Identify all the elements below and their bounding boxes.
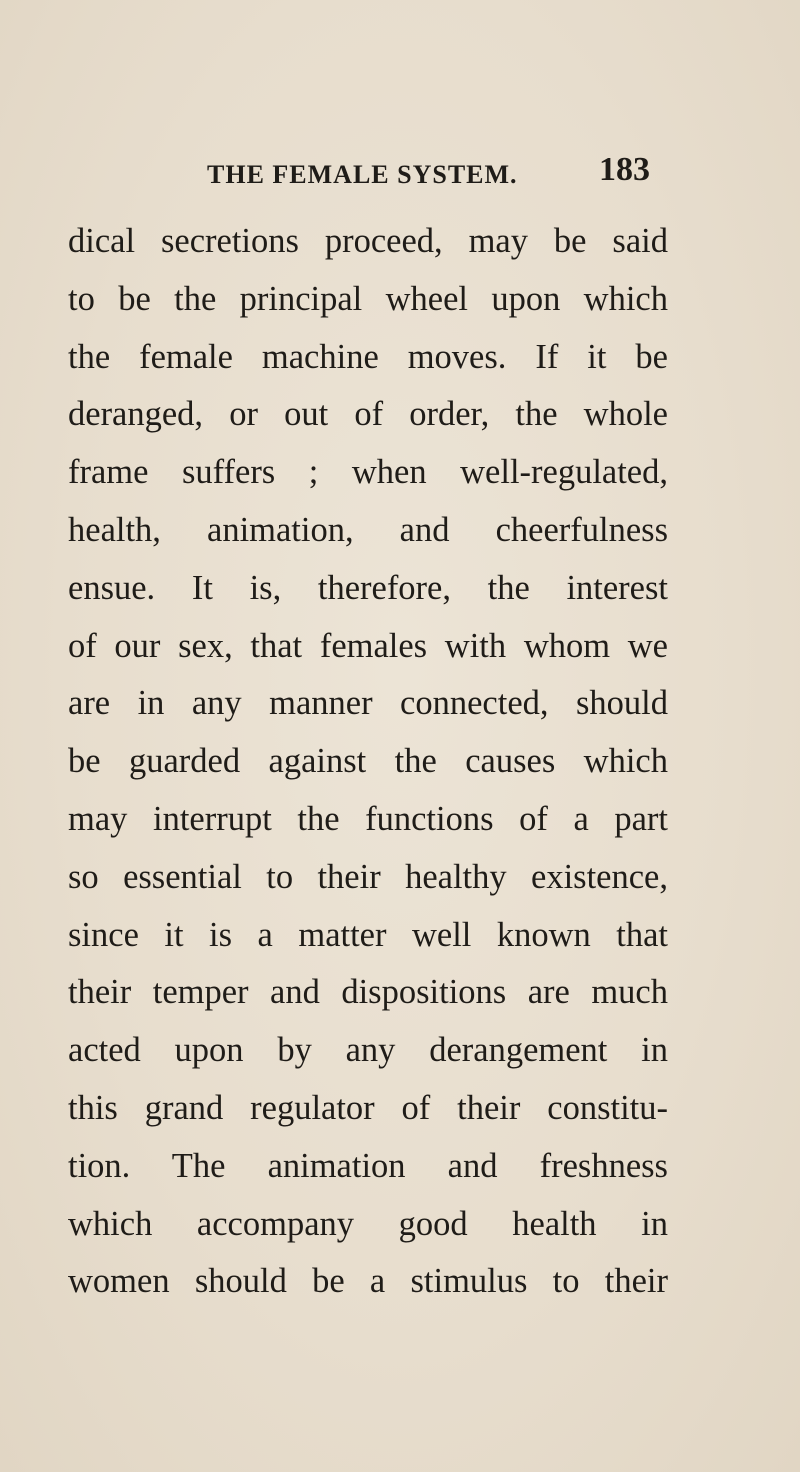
text-line: since it is a matter well known that xyxy=(68,915,668,954)
text-line: the female machine moves. If it be xyxy=(68,337,668,376)
body-text xyxy=(68,213,668,1311)
page-header xyxy=(0,146,800,196)
text-line: of our sex, that females with whom we xyxy=(68,626,668,665)
text-line: be guarded against the causes which xyxy=(68,742,668,781)
text-line: tion. The animation and freshness xyxy=(68,1146,668,1185)
text-line: ensue. It is, therefore, the interest xyxy=(68,568,668,607)
page-number: 183 xyxy=(599,151,650,188)
running-head: THE FEMALE SYSTEM. xyxy=(207,160,518,189)
text-line: to be the principal wheel upon which xyxy=(68,279,668,318)
text-line: so essential to their healthy existence, xyxy=(68,857,668,896)
text-line: deranged, or out of order, the whole xyxy=(68,395,668,434)
text-line: this grand regulator of their constitu- xyxy=(68,1088,668,1127)
text-line: their temper and dispositions are much xyxy=(68,973,668,1012)
text-line: are in any manner connected, should xyxy=(68,684,668,723)
text-line: frame suffers ; when well-regulated, xyxy=(68,453,668,492)
text-line: may interrupt the functions of a part xyxy=(68,799,668,838)
text-line: which accompany good health in xyxy=(68,1204,668,1243)
text-line: women should be a stimulus to their xyxy=(68,1262,668,1301)
text-line: health, animation, and cheerfulness xyxy=(68,510,668,549)
text-line: dical secretions proceed, may be said xyxy=(68,222,668,260)
text-line: acted upon by any derangement in xyxy=(68,1031,668,1070)
